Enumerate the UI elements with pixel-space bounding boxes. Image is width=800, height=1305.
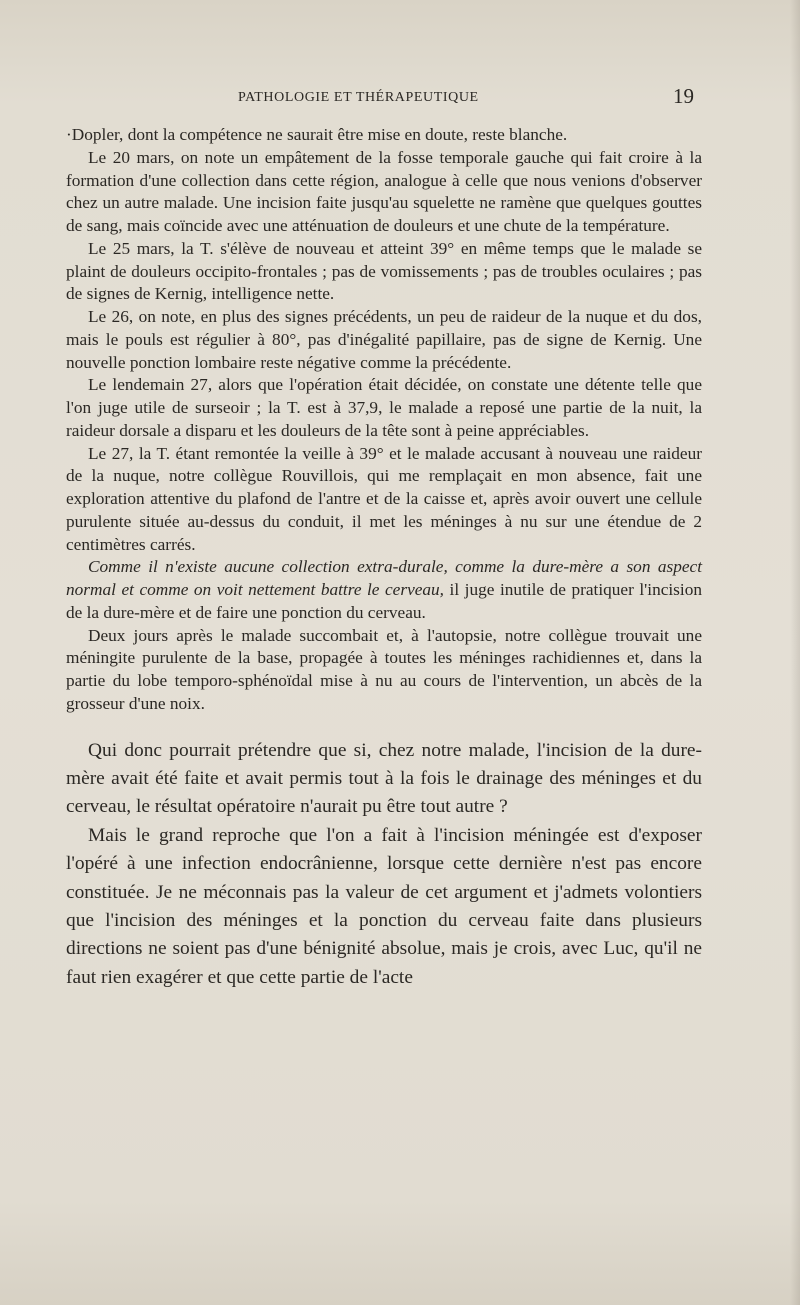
paragraph-italic-observation [66, 556, 702, 624]
paragraph-march-27-detente: Le lendemain 27, alors que l'opération était décidée, on constate une détente telle que l'on juge utile de surseoir ; la T. est à 37,9, le malade a reposé une partie de la nuit, la raideur dorsale a disparu et les douleurs de la tête sont à peine appréciables. [66, 375, 702, 440]
body-text [66, 124, 702, 992]
running-title: PATHOLOGIE ET THÉRAPEUTIQUE [238, 90, 479, 105]
paragraph-march-25: Le 25 mars, la T. s'élève de nouveau et atteint 39° en même temps que le malade se plaint de douleurs occipito-frontales ; pas de vomissements ; pas de troubles oculaires ; pas de signes de Kernig, intelligence nette. [66, 238, 702, 304]
page-number: 19 [673, 84, 694, 108]
italic-sentence: Comme il n'existe aucune collection extra-durale, comme la dure-mère a son aspect normal et comme on voit nettement battre le cerveau, [66, 557, 702, 599]
paragraph-autopsy: Deux jours après le malade succombait et, à l'autopsie, notre collègue trouvait une méningite purulente de la base, propagée à toutes les méninges rachidiennes et, dans la partie du lobe temporo-sphénoïdal mise à nu au cours de l'intervention, un abcès de la grosseur d'une noix. [66, 625, 702, 713]
paragraph-discussion-question: Qui donc pourrait prétendre que si, chez notre malade, l'incision de la dure-mère avait été faite et avait permis tout à la fois le drainage des méninges et du cerveau, le résultat opératoire n'aurait pu être tout autre ? [66, 739, 702, 818]
paragraph-discussion-reproach: Mais le grand reproche que l'on a fait à l'incision méningée est d'exposer l'opéré à une infection endocrânienne, lorsque cette dernière n'est pas encore constituée. Je ne méconnais pas la valeur de cet argument et j'admets volontiers que l'incision des méninges et la ponction du cerveau faite dans plusieurs directions ne soient pas d'une bénignité absolue, mais je crois, avec Luc, qu'il ne faut rien exagérer et que cette partie de l'acte [66, 824, 702, 988]
page-header [88, 84, 708, 114]
discussion-section [66, 737, 702, 993]
paragraph-march-26: Le 26, on note, en plus des signes précédents, un peu de raideur de la nuque et du dos, mais le pouls est régulier à 80°, pas d'inégalité papillaire, pas de signe de Kernig. Une nouvelle ponction lombaire reste négative comme la précédente. [66, 307, 702, 372]
case-report-section [66, 124, 702, 716]
italic-continuation: il juge inutile de pratiquer l'incision de la dure-mère et de faire une ponction du cerveau. [66, 580, 702, 622]
paragraph-continuation: ·Dopler, dont la compétence ne saurait être mise en doute, reste blanche. [66, 125, 568, 144]
paragraph-march-27-exploration: Le 27, la T. étant remontée la veille à 39° et le malade accusant à nouveau une raideur de la nuque, notre collègue Rouvillois, qui me remplaçait en mon absence, fait une exploration attentive du plafond de l'antre et de la caisse et, après avoir ouvert une cellule purulente située au-dessus du conduit, il met les méninges à nu sur une étendue de 2 centimètres carrés. [66, 443, 702, 554]
paragraph-march-20: Le 20 mars, on note un empâtement de la fosse temporale gauche qui fait croire à la formation d'une collection dans cette région, analogue à celle que nous venions d'observer chez un autre malade. Une incision faite jusqu'au squelette ne ramène que quelques gouttes de sang, mais coïncide avec une atténuation de douleurs et une chute de la température. [66, 147, 702, 235]
